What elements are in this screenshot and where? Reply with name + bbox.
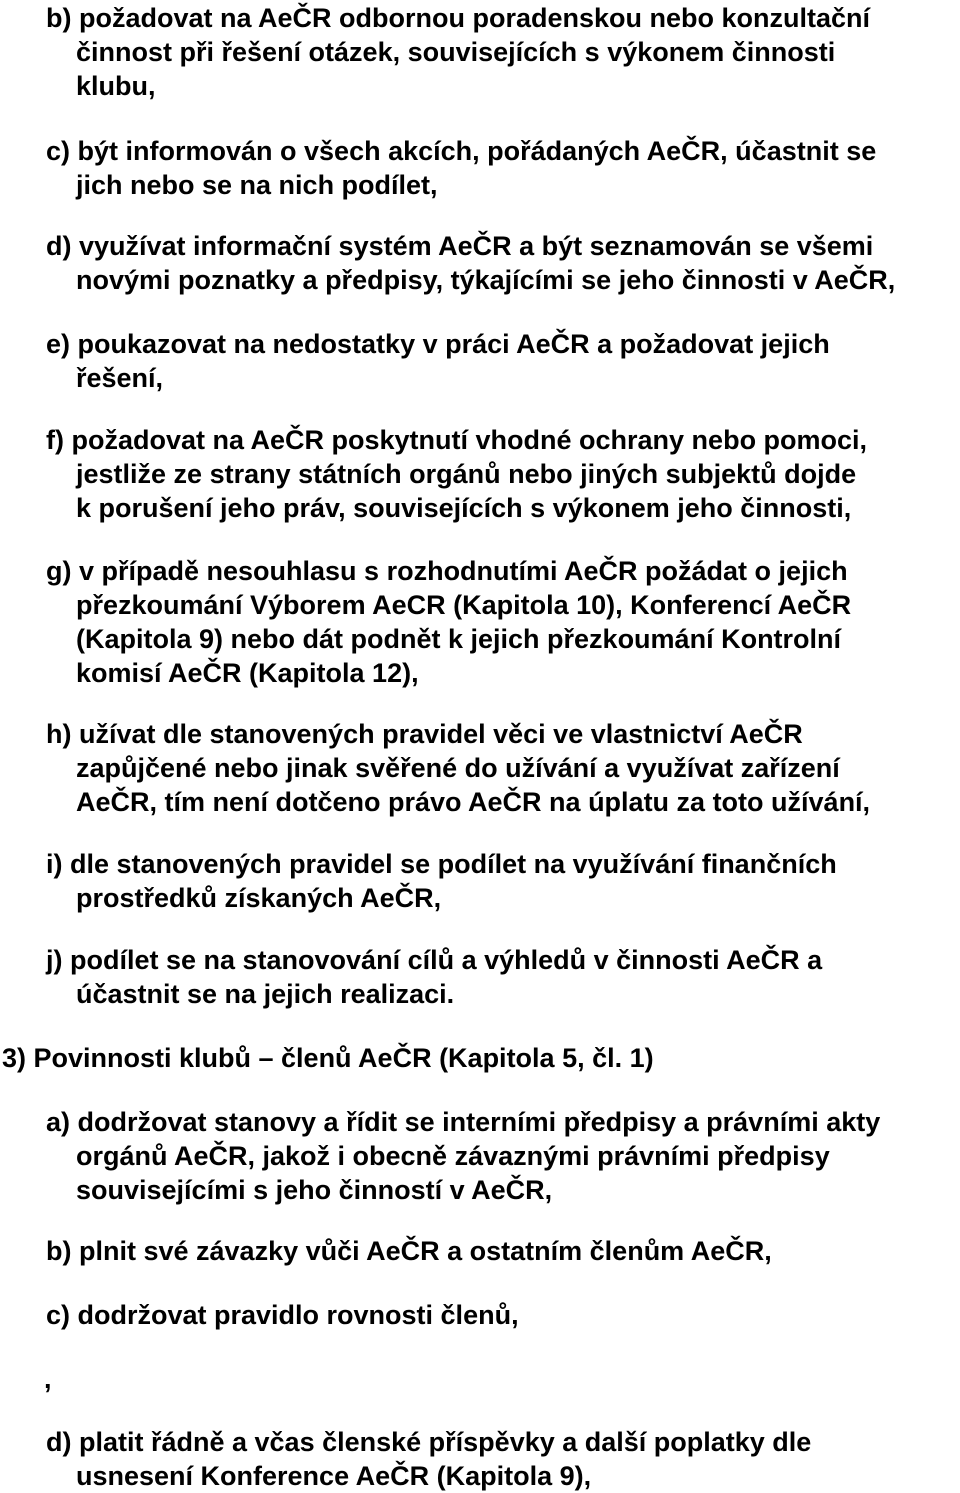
item-line: , [44, 1364, 52, 1394]
list-item-a [46, 1105, 956, 1207]
item-line: (Kapitola 9) nebo dát podnět k jejich přezkoumání Kontrolní [76, 624, 842, 654]
item-line: jich nebo se na nich podílet, [76, 170, 438, 200]
list-item-j [46, 943, 956, 1011]
item-line: zapůjčené nebo jinak svěřené do užívání a využívat zařízení [76, 753, 840, 783]
list-item-e [46, 327, 956, 395]
item-line: c) dodržovat pravidlo rovnosti členů, [46, 1300, 519, 1330]
item-line: orgánů AeČR, jakož i obecně závaznými právními předpisy [76, 1141, 830, 1171]
item-line: k porušení jeho práv, souvisejících s výkonem jeho činnosti, [76, 493, 852, 523]
item-line: činnost při řešení otázek, souvisejících s výkonem činnosti [76, 37, 836, 67]
item-line: souvisejícími s jeho činností v AeČR, [76, 1175, 553, 1205]
item-line: c) být informován o všech akcích, pořádaných AeČR, účastnit se [46, 136, 877, 166]
item-line: g) v případě nesouhlasu s rozhodnutími AeČR požádat o jejich [46, 556, 848, 586]
list-item-h [46, 717, 956, 819]
item-line: AeČR, tím není dotčeno právo AeČR na úplatu za toto užívání, [76, 787, 871, 817]
item-line: d) využívat informační systém AeČR a být seznamován se všemi [46, 231, 874, 261]
item-line: b) plnit své závazky vůči AeČR a ostatním členům AeČR, [46, 1236, 772, 1266]
item-line: novými poznatky a předpisy, týkajícími se jeho činnosti v AeČR, [76, 265, 896, 295]
item-line: d) platit řádně a včas členské příspěvky a další poplatky dle [46, 1427, 812, 1457]
item-line: a) dodržovat stanovy a řídit se interními předpisy a právními akty [46, 1107, 881, 1137]
section-heading: 3) Povinnosti klubů – členů AeČR (Kapitola 5, čl. 1) [2, 1043, 654, 1073]
item-line: e) poukazovat na nedostatky v práci AeČR a požadovat jejich [46, 329, 830, 359]
item-line: řešení, [76, 363, 164, 393]
list-item-d [46, 229, 956, 297]
list-item-c2 [46, 1298, 956, 1332]
list-item-c [46, 134, 956, 202]
stray-comma [44, 1362, 52, 1396]
list-item-g [46, 554, 956, 690]
item-line: komisí AeČR (Kapitola 12), [76, 658, 419, 688]
list-item-i [46, 847, 956, 915]
item-line: f) požadovat na AeČR poskytnutí vhodné ochrany nebo pomoci, [46, 425, 868, 455]
item-line: přezkoumání Výborem AeCR (Kapitola 10), Konferencí AeČR [76, 590, 852, 620]
item-line: prostředků získaných AeČR, [76, 883, 442, 913]
list-item-d2 [46, 1425, 956, 1493]
item-line: usnesení Konference AeČR (Kapitola 9), [76, 1461, 592, 1491]
list-item-b2 [46, 1234, 956, 1268]
item-line: účastnit se na jejich realizaci. [76, 979, 455, 1009]
item-line: jestliže ze strany státních orgánů nebo jiných subjektů dojde [76, 459, 857, 489]
item-line: klubu, [76, 71, 156, 101]
item-line: i) dle stanovených pravidel se podílet na využívání finančních [46, 849, 837, 879]
item-line: j) podílet se na stanovování cílů a výhledů v činnosti AeČR a [46, 945, 823, 975]
item-line: h) užívat dle stanovených pravidel věci ve vlastnictví AeČR [46, 719, 803, 749]
list-item-b [46, 1, 956, 103]
list-item-f [46, 423, 956, 525]
item-line: b) požadovat na AeČR odbornou poradenskou nebo konzultační [46, 3, 871, 33]
